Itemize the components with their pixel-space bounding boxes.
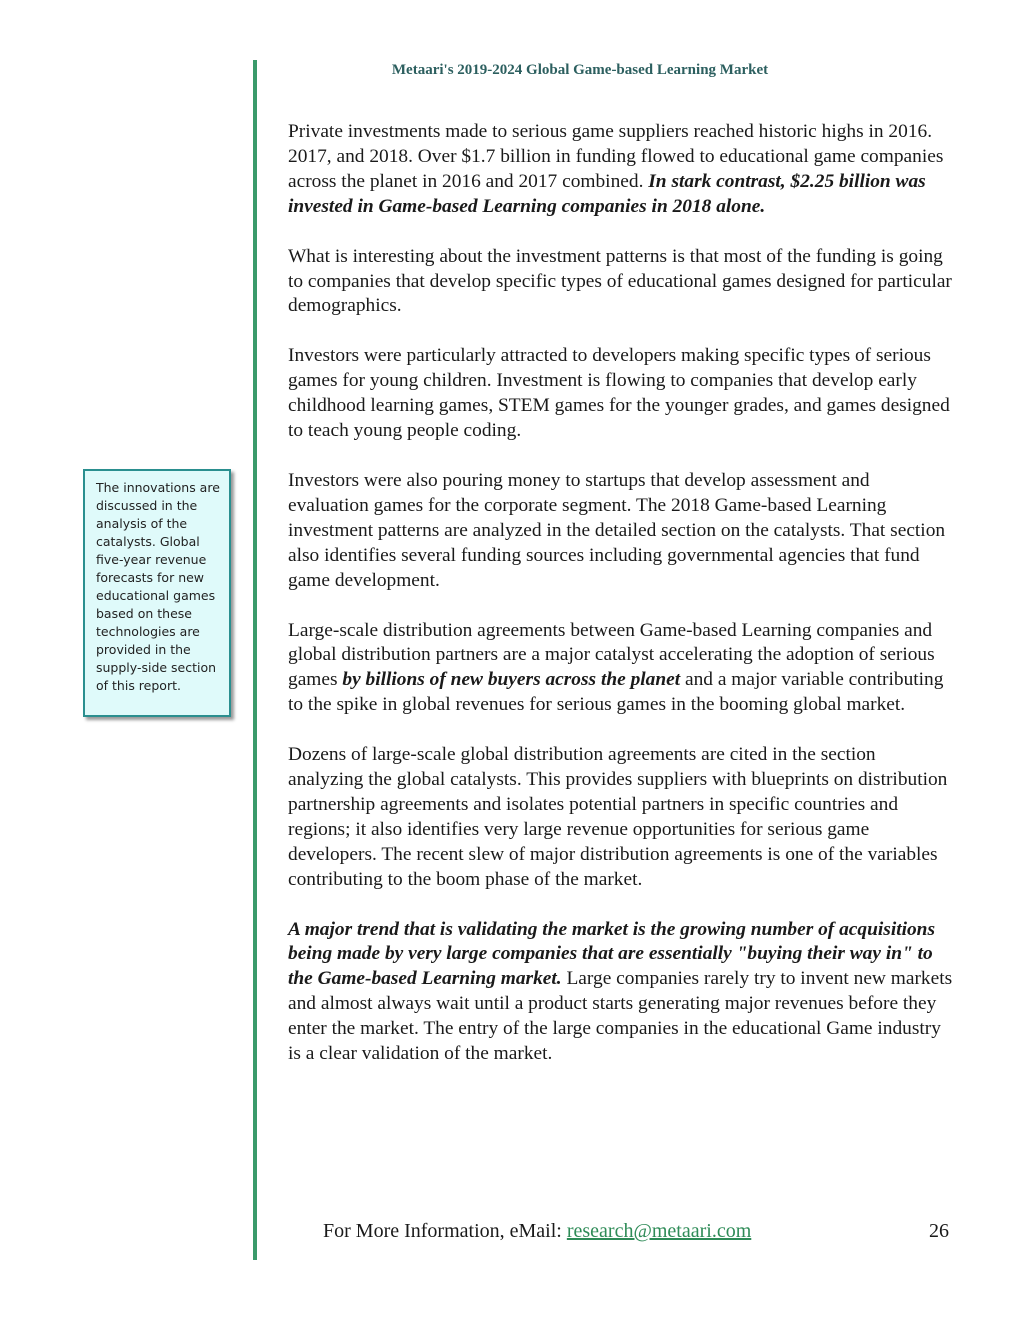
sidebar-callout: The innovations are discussed in the analysis of the catalysts. Global five-year revenue forecasts for new educational games based on these technologies are provided in the supply-side section of this report. (83, 469, 231, 717)
paragraph-6: Dozens of large-scale global distribution agreements are cited in the section analyzing the global catalysts. This provides suppliers with blueprints on distribution partnership agreements and isolates potential partners in specific countries and regions; it also identifies very large revenue opportunities for serious game developers. The recent slew of major distribution agreements is one of the variables contributing to the boom phase of the market. (288, 744, 948, 890)
paragraph-1-emphasis: In stark contrast, $2.25 billion was invested in Game-based Learning companies in 2018 alone. (288, 170, 926, 217)
paragraph-7 (288, 918, 953, 1067)
paragraph-1 (288, 120, 953, 220)
paragraph-2: What is interesting about the investment patterns is that most of the funding is going to companies that develop specific types of educational games designed for particular demographics. (288, 245, 952, 317)
paragraph-5-emphasis: by billions of new buyers across the planet (342, 669, 681, 691)
paragraph-1-text: Private investments made to serious game suppliers reached historic highs in 2016. 2017, and 2018. Over $1.7 billion in funding flowed to educational game companies across the planet in 2016 and 2017 combined. (288, 121, 944, 192)
left-margin-rule (253, 60, 257, 1260)
footer-label: For More Information, eMail: (323, 1220, 567, 1242)
paragraph-3: Investors were particularly attracted to developers making specific types of serious games for young children. Investment is flowing to companies that develop early childhood learning games, STEM games for the younger grades, and games designed to teach young people coding. (288, 345, 950, 442)
paragraph-5 (288, 619, 953, 719)
paragraph-4: Investors were also pouring money to startups that develop assessment and evaluation games for the corporate segment. The 2018 Game-based Learning investment patterns are analyzed in the detailed section on the catalysts. That section also identifies several funding sources including governmental agencies that fund game development. (288, 469, 946, 591)
running-header: Metaari's 2019-2024 Global Game-based Learning Market (391, 62, 769, 78)
paragraph-7-emphasis: A major trend that is validating the market is the growing number of acquisitions being made by very large companies that are essentially "buying their way in" to the Game-based Learning market. (288, 918, 936, 990)
paragraph-5-after: and a major variable contributing to the spike in global revenues for serious games in the booming global market. (288, 669, 944, 716)
body-text (288, 120, 953, 1092)
footer (323, 1220, 953, 1243)
paragraph-7-after: Large companies rarely try to invent new markets and almost always wait until a product starts generating major revenues before they enter the market. The entry of the large companies in the educational Game industry is a clear validation of the market. (288, 968, 953, 1065)
email-link[interactable]: research@metaari.com (566, 1220, 752, 1242)
page-number: 26 (929, 1220, 949, 1242)
paragraph-5-before: Large-scale distribution agreements between Game-based Learning companies and global distribution partners are a major catalyst accelerating the adoption of serious games (288, 619, 935, 691)
